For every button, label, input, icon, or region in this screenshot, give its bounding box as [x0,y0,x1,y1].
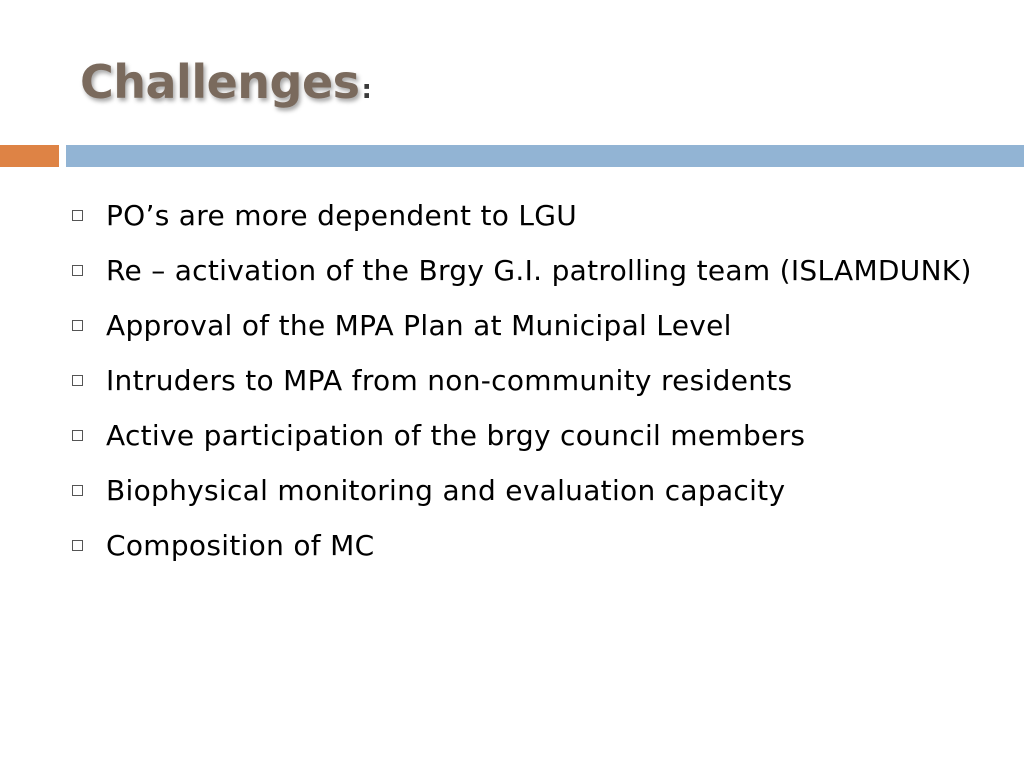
bullet-item [72,361,972,401]
bullet-item [72,306,972,346]
bullet-item [72,251,972,291]
accent-bar-orange [0,145,59,167]
bullet-text: Active participation of the brgy council members [106,419,806,452]
bullet-item [72,471,972,511]
bullet-text: PO’s are more dependent to LGU [106,199,578,232]
hollow-square-icon [72,540,83,551]
hollow-square-icon [72,265,83,276]
bullet-list [72,196,972,581]
bullet-text: Approval of the MPA Plan at Municipal Level [106,309,732,342]
hollow-square-icon [72,430,83,441]
hollow-square-icon [72,485,83,496]
bullet-text: Biophysical monitoring and evaluation capacity [106,474,786,507]
bullet-item [72,526,972,566]
accent-bar-blue [66,145,1024,167]
hollow-square-icon [72,375,83,386]
slide-title-text: Challenges [80,55,360,109]
hollow-square-icon [72,320,83,331]
bullet-text: Re – activation of the Brgy G.I. patrolling team (ISLAMDUNK) [106,254,972,287]
slide-title [80,52,371,120]
hollow-square-icon [72,210,83,221]
bullet-text: Composition of MC [106,529,375,562]
bullet-item [72,196,972,236]
bullet-item [72,416,972,456]
bullet-text: Intruders to MPA from non-community residents [106,364,793,397]
slide-title-colon: : [361,75,372,105]
